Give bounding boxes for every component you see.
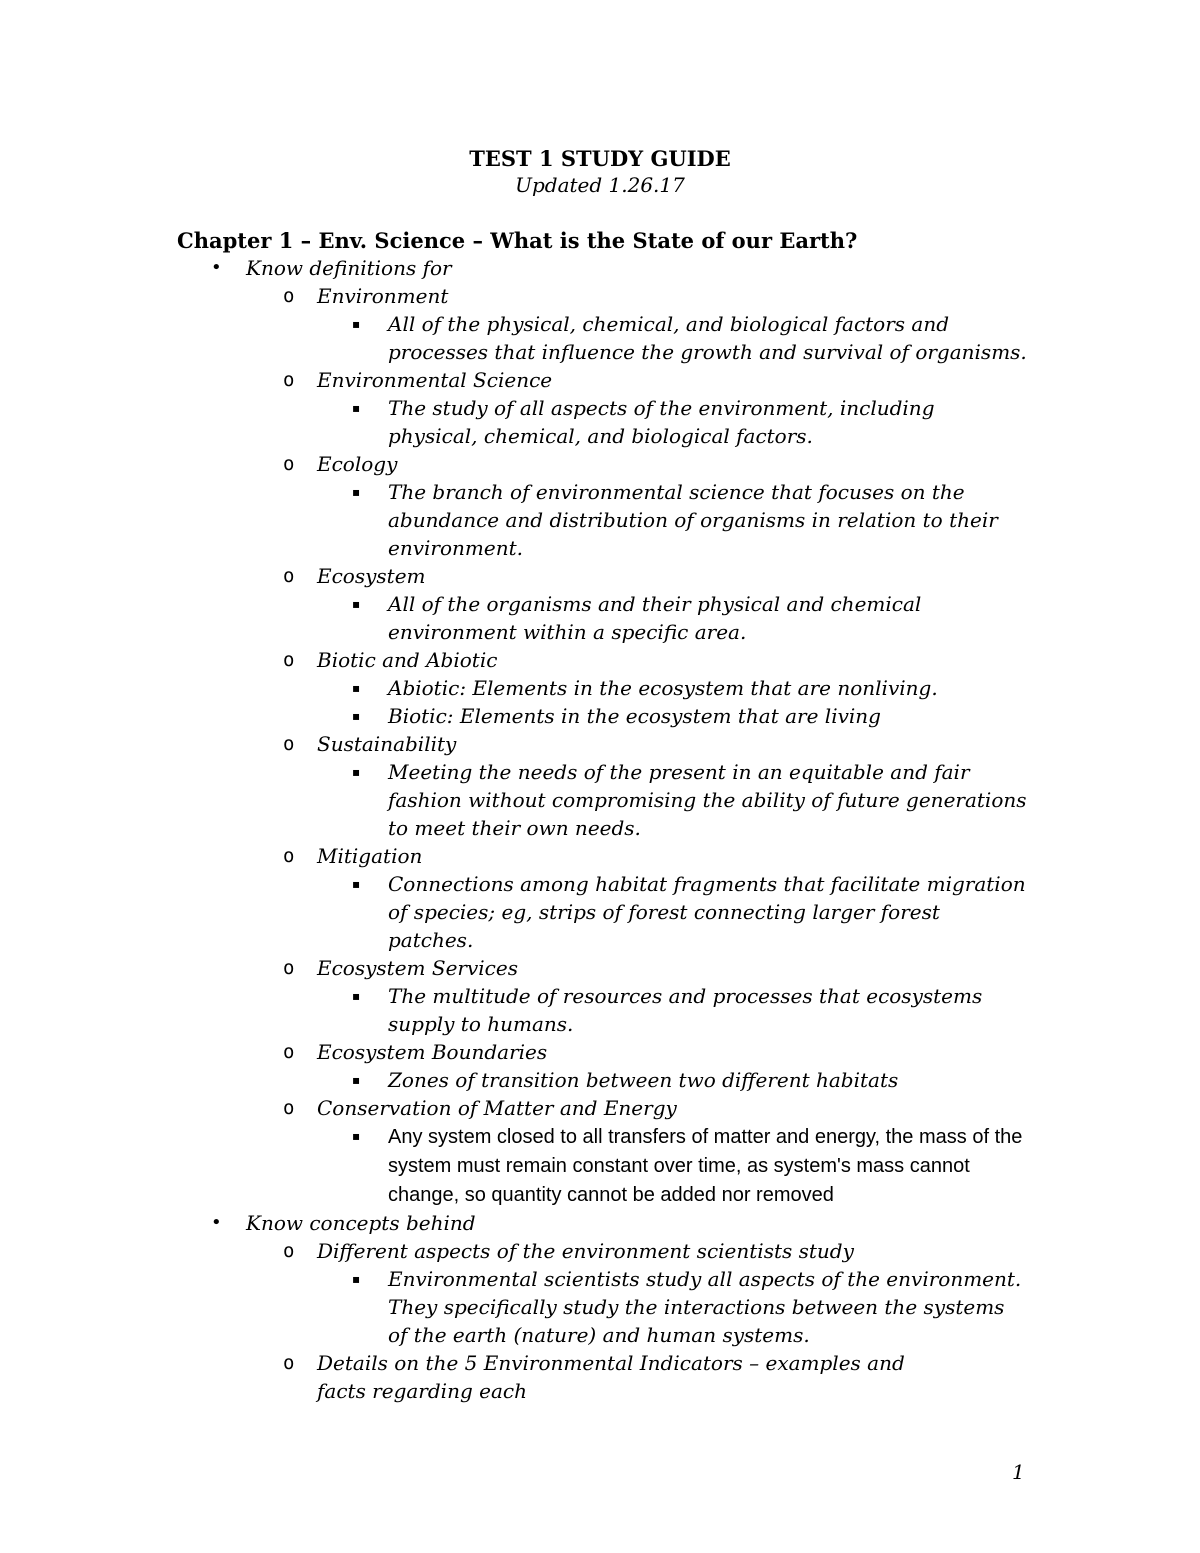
section-item <box>0 1209 1200 1237</box>
term-item <box>0 366 1200 394</box>
note-item <box>0 1265 1028 1349</box>
bullet-circle: o <box>283 453 295 475</box>
bullet-square: ▪ <box>352 597 361 611</box>
term-item <box>0 842 1200 870</box>
term-item <box>0 1038 1200 1066</box>
note-text: Environmental scientists study all aspects of the environment. They specifically study the interactions between the systems of the earth (nature) and human systems. <box>388 1267 1022 1347</box>
note-text: Meeting the needs of the present in an equitable and fair fashion without compromising the ability of future generations to meet their own needs. <box>388 760 1027 840</box>
section-label: Know concepts behind <box>246 1211 476 1235</box>
note-item <box>0 1066 1028 1094</box>
bullet-square: ▪ <box>352 709 361 723</box>
note-item <box>0 982 1028 1038</box>
note-text: All of the physical, chemical, and biological factors and processes that influence the growth and survival of organisms. <box>388 312 1027 364</box>
term-item <box>0 1237 1200 1265</box>
note-text: All of the organisms and their physical and chemical environment within a specific area. <box>388 592 922 644</box>
note-item <box>0 674 1028 702</box>
term-item <box>0 450 1200 478</box>
section-item <box>0 254 1200 282</box>
term-label: Sustainability <box>317 732 457 756</box>
bullet-square: ▪ <box>352 485 361 499</box>
term-item <box>0 1094 1200 1122</box>
note-item <box>0 394 1028 450</box>
term-label: Different aspects of the environment scientists study <box>317 1239 854 1263</box>
bullet-square: ▪ <box>352 317 361 331</box>
note-text: The study of all aspects of the environment, including physical, chemical, and biological factors. <box>388 396 935 448</box>
note-text: Abiotic: Elements in the ecosystem that are nonliving. <box>388 676 938 700</box>
note-text: Zones of transition between two different habitats <box>388 1068 899 1092</box>
term-label: Environmental Science <box>317 368 553 392</box>
bullet-circle: o <box>283 369 295 391</box>
note-item <box>0 310 1028 366</box>
bullet-circle: o <box>283 649 295 671</box>
term-label: Conservation of Matter and Energy <box>317 1096 677 1120</box>
term-label: Ecosystem Services <box>317 956 518 980</box>
page-title: TEST 1 STUDY GUIDE <box>469 146 731 171</box>
section-label: Know definitions for <box>246 256 452 280</box>
term-item <box>0 646 1200 674</box>
note-item <box>0 758 1028 842</box>
bullet-circle: o <box>283 565 295 587</box>
term-label: Ecosystem Boundaries <box>317 1040 548 1064</box>
bullet-square: ▪ <box>352 877 361 891</box>
term-label: Ecology <box>317 452 398 476</box>
bullet-circle: o <box>283 733 295 755</box>
bullet-circle: o <box>283 285 295 307</box>
bullet-circle: o <box>283 1240 295 1262</box>
note-text: Biotic: Elements in the ecosystem that are living <box>388 704 881 728</box>
bullet-square: ▪ <box>352 1272 361 1286</box>
bullet-circle: o <box>283 957 295 979</box>
term-item <box>0 954 1200 982</box>
note-item <box>0 1122 1028 1209</box>
note-text: The branch of environmental science that focuses on the abundance and distribution of organisms in relation to their environment. <box>388 480 998 560</box>
term-label: Ecosystem <box>317 564 426 588</box>
term-label: Biotic and Abiotic <box>317 648 498 672</box>
bullet-square: ▪ <box>352 989 361 1003</box>
bullet-square: ▪ <box>352 1073 361 1087</box>
bullet-square: ▪ <box>352 401 361 415</box>
term-item <box>0 562 1200 590</box>
term-label: Mitigation <box>317 844 423 868</box>
bullet-circle: o <box>283 845 295 867</box>
bullet-square: ▪ <box>352 681 361 695</box>
chapter-heading: Chapter 1 – Env. Science – What is the State of our Earth? <box>177 228 858 253</box>
term-item <box>0 1349 937 1405</box>
bullet-dot: • <box>211 1212 222 1233</box>
bullet-square: ▪ <box>352 765 361 779</box>
term-item <box>0 282 1200 310</box>
page-subtitle: Updated 1.26.17 <box>515 173 685 197</box>
bullet-circle: o <box>283 1352 295 1374</box>
bullet-circle: o <box>283 1041 295 1063</box>
term-label: Details on the 5 Environmental Indicators – examples and facts regarding each <box>317 1351 905 1403</box>
bullet-dot: • <box>211 257 222 278</box>
term-label: Environment <box>317 284 449 308</box>
term-item <box>0 730 1200 758</box>
note-text: Connections among habitat fragments that facilitate migration of species; eg, strips of forest connecting larger forest patches. <box>388 872 1026 952</box>
study-outline <box>0 254 1200 1405</box>
note-item <box>0 870 1028 954</box>
note-item <box>0 590 1028 646</box>
note-text: The multitude of resources and processes that ecosystems supply to humans. <box>388 984 983 1036</box>
note-item <box>0 478 1028 562</box>
note-item <box>0 702 1028 730</box>
page-number: 1 <box>1012 1460 1025 1484</box>
bullet-square: ▪ <box>352 1129 361 1143</box>
note-text: Any system closed to all transfers of matter and energy, the mass of the system must remain constant over time, as system's mass cannot change, so quantity cannot be added nor removed <box>388 1126 1023 1206</box>
bullet-circle: o <box>283 1097 295 1119</box>
